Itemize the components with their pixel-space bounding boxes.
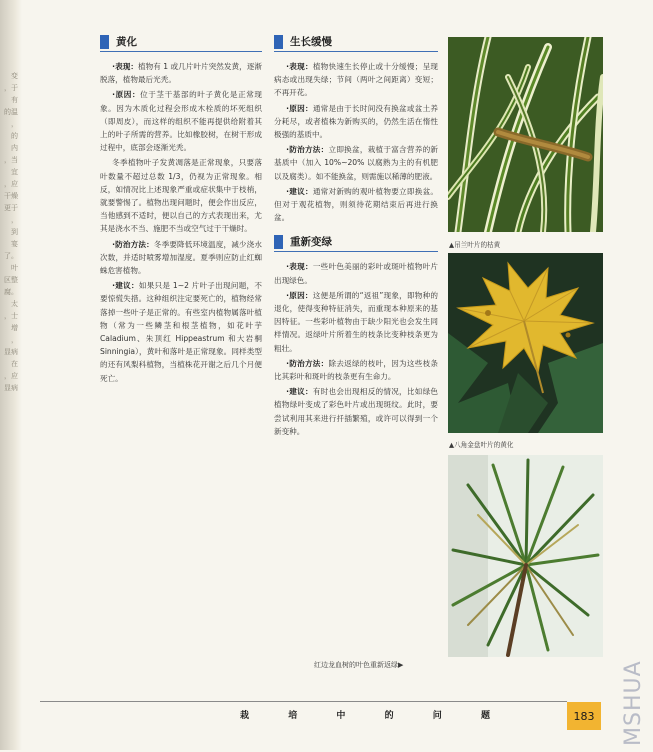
paragraph-text: 植物快速生长停止或十分缓慢；呈现病态或出现失绿；节间（两叶之间距离）变短；不再开花。 bbox=[274, 62, 438, 98]
bleed-fragment: 干燥 bbox=[4, 192, 18, 200]
bleed-fragment: 的温 bbox=[4, 108, 18, 116]
bleed-fragment: 在 bbox=[11, 360, 18, 368]
paragraph bbox=[274, 102, 438, 142]
watermark-text: MSHUA bbox=[621, 660, 646, 746]
bleed-fragment: 的 bbox=[11, 132, 18, 140]
section-heading-yellowing bbox=[100, 34, 262, 52]
photo-caption: 红边龙血树的叶色重新返绿▶ bbox=[314, 661, 404, 669]
paragraph-label: ·防治方法： bbox=[286, 358, 329, 368]
bleed-fragment: 显病 bbox=[4, 384, 18, 392]
paragraph bbox=[100, 279, 262, 385]
paragraph bbox=[274, 260, 438, 286]
dracaena-photo bbox=[448, 455, 603, 657]
paragraph-label: ·建议： bbox=[286, 387, 313, 397]
paragraph-label: ·防治方法： bbox=[112, 239, 154, 249]
footer-char: 栽 bbox=[240, 711, 250, 721]
heading-bar-icon bbox=[274, 35, 283, 49]
paragraph-text: 位于茎干基部的叶子黄化是正常现象。因为木质化过程会形成木栓质的坏死组织（即周皮），而这样的组织不能再提供给附着其上的叶子所需的营养。比如橡胶树，在树干形成过程中，底部会逐渐光秃。 bbox=[100, 90, 262, 153]
paragraph bbox=[100, 60, 262, 86]
footer-char: 问 bbox=[432, 711, 442, 721]
footer-char: 培 bbox=[288, 711, 298, 721]
paragraph bbox=[100, 156, 262, 235]
paragraph-label: ·表现： bbox=[286, 62, 313, 71]
paragraph-text: 通常对新购的观叶植物要立即换盆。但对于观花植物，则须待花期结束后再进行换盆。 bbox=[274, 186, 438, 223]
bleed-fragment: 叶 bbox=[11, 264, 18, 272]
bleed-fragment: 变 bbox=[11, 72, 18, 80]
paragraph-label: ·建议： bbox=[112, 281, 139, 291]
paragraph-text: 植物有 1 或几片叶片突然发黄，逐渐脱落，植物最后光秃。 bbox=[100, 62, 262, 85]
bleed-fragment: ，应 bbox=[4, 180, 18, 188]
heading-text: 重新变绿 bbox=[290, 236, 332, 249]
section-body bbox=[100, 60, 262, 385]
footer-char: 题 bbox=[480, 711, 490, 721]
column-slow-growth bbox=[274, 34, 438, 440]
bleed-fragment: 太 bbox=[11, 300, 18, 308]
bleed-fragment: 显病 bbox=[4, 348, 18, 356]
paragraph-text: 这便是所谓的“返祖”现象，即物种的退化，使得变种特征消失，而重现本种原来的基因特征。一些彩叶植物由于缺少阳光也会发生同样情况。返绿叶片所着生的枝条比变种枝条更为粗壮。 bbox=[274, 290, 438, 353]
section-body bbox=[274, 260, 438, 438]
column-yellowing bbox=[100, 34, 262, 387]
heading-text: 生长缓慢 bbox=[290, 36, 332, 48]
paragraph bbox=[274, 357, 438, 383]
photo-caption: ▲八角金盘叶片的黄化 bbox=[449, 441, 514, 449]
bleed-fragment: 更于 bbox=[4, 204, 18, 212]
heading-text: 黄化 bbox=[116, 36, 137, 48]
paragraph bbox=[100, 238, 262, 278]
paragraph-text: 有时也会出现相反的情况，比如绿色植物绿叶变成了彩色叶片或出现斑纹。此时，要尝试利用其来进行扦插繁殖，或许可以得到一个新变种。 bbox=[274, 387, 438, 436]
paragraph-text: 如果只是 1~2 片叶子出现问题，不要惊慌失措。这种组织注定要死亡的，植物经常落掉一些叶子是正常的。有些室内植物属落叶植物（常为一些鳞茎和根茎植物，如花叶芋 Caladium、朱顶红 Hippeastrum 和大岩桐 Sinningia），黄叶和落叶是正常现象。同样类型的还有风梨科植物，当植株花开谢之后几个月便死亡。 bbox=[100, 281, 262, 383]
paragraph-label: ·表现： bbox=[112, 62, 138, 71]
bleed-fragment: ，应 bbox=[4, 372, 18, 380]
paragraph-label: ·原因： bbox=[286, 290, 313, 300]
running-footer bbox=[240, 708, 490, 721]
bleed-fragment: 增 bbox=[11, 324, 18, 332]
photo-caption: ▲吊兰叶片的枯黄 bbox=[449, 241, 501, 249]
bleed-fragment: 腐。 bbox=[4, 288, 18, 296]
bleed-fragment: 区整 bbox=[4, 276, 18, 284]
section-heading-regreening bbox=[274, 234, 438, 252]
bleed-fragment: 宴 bbox=[11, 240, 18, 248]
spider-plant-photo bbox=[448, 37, 603, 232]
bleed-fragment: ， bbox=[11, 120, 18, 128]
paragraph bbox=[274, 143, 438, 183]
paragraph bbox=[274, 385, 438, 438]
bleed-fragment: ， bbox=[11, 336, 18, 344]
bleed-fragment: 有 bbox=[11, 96, 18, 104]
footer-char: 的 bbox=[384, 711, 394, 721]
footer-char: 中 bbox=[336, 711, 346, 721]
paragraph-label: ·建议： bbox=[286, 186, 313, 196]
section-heading-slow-growth bbox=[274, 34, 438, 52]
page-number: 183 bbox=[567, 702, 601, 730]
section-body bbox=[274, 60, 438, 224]
bleed-fragment: ，士 bbox=[4, 312, 18, 320]
paragraph-text: 通常是由于长时间没有换盆或盆土养分耗尽，或者植株为新购买的，仍然生活在惰性极强的基质中。 bbox=[274, 103, 438, 140]
bleed-fragment: 了。 bbox=[4, 252, 18, 260]
bleed-fragment: 到 bbox=[11, 228, 18, 236]
bleed-fragment: 宜 bbox=[11, 168, 18, 176]
bleed-fragment: 内 bbox=[11, 144, 18, 152]
heading-bar-icon bbox=[100, 35, 109, 49]
paragraph bbox=[100, 88, 262, 154]
heading-bar-icon bbox=[274, 235, 283, 249]
footer-divider bbox=[40, 701, 567, 702]
binding-gutter bbox=[0, 0, 22, 750]
paragraph bbox=[274, 289, 438, 355]
paragraph-text: 冬季要降低环境温度，减少浇水次数，并适时喷雾增加湿度。夏季则应防止红蜘蛛危害植物。 bbox=[100, 239, 262, 276]
paragraph-label: ·防治方法： bbox=[286, 145, 329, 155]
paragraph-label: ·表现： bbox=[286, 262, 313, 272]
paragraph-label: ·原因： bbox=[286, 103, 313, 113]
paragraph-text: 除去返绿的枝叶，因为这些枝条比其彩叶和斑叶的枝条更有生命力。 bbox=[274, 358, 439, 382]
paragraph-text: 冬季植物叶子发黄凋落是正常现象，只要落叶数量不超过总数 1/3，仍视为正常现象。相反，如情况比上述现象严重或症状集中于枝梢，就要警惕了。植物出现问题时，便会作出反应，当他感到不适时，便以自己的方式表现出来，尤其是浇水不当、施肥不当或空气过于干燥时。 bbox=[100, 158, 262, 234]
paragraph-text: 一些叶色美丽的彩叶或斑叶植物叶片出现绿色。 bbox=[274, 262, 438, 285]
paragraph bbox=[274, 60, 438, 100]
bleed-fragment: ，于 bbox=[4, 84, 18, 92]
fatsia-leaf-photo bbox=[448, 253, 603, 433]
watermark bbox=[618, 638, 648, 748]
paragraph-label: ·原因： bbox=[112, 90, 141, 100]
bleed-fragment: ， bbox=[11, 216, 18, 224]
paragraph-text: 立即换盆，栽植于富含营养的新基质中（加入 10%~20% 以腐熟为主的有机肥以及腐类）。如不能换盆，则需施以稀薄的肥液。 bbox=[274, 145, 439, 181]
bleed-through-text bbox=[2, 70, 18, 394]
bleed-fragment: ，当 bbox=[4, 156, 18, 164]
paragraph bbox=[274, 185, 438, 225]
